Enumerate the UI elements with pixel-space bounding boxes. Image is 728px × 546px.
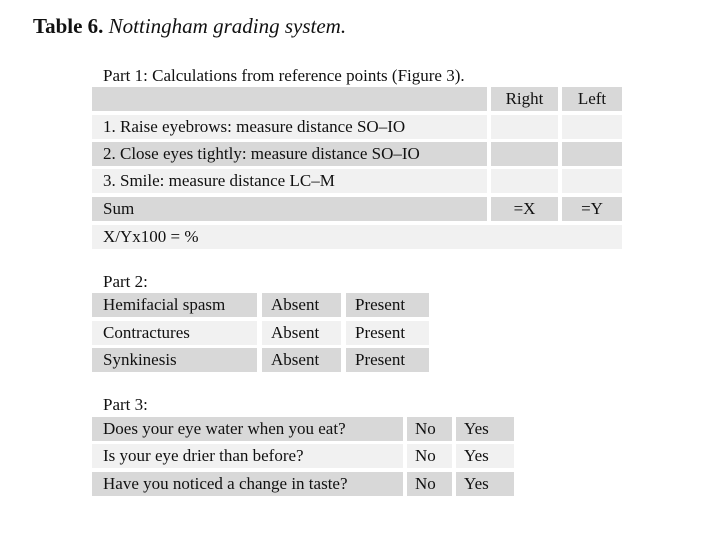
- row-right-value: [491, 115, 558, 139]
- option-no: No: [407, 472, 452, 496]
- part2-title: Part 2:: [103, 272, 148, 291]
- option-present: Present: [346, 348, 429, 372]
- option-yes: Yes: [456, 472, 514, 496]
- row-label: 3. Smile: measure distance LC–M: [92, 169, 487, 193]
- formula-label: X/Yx100 = %: [92, 225, 622, 249]
- header-left: Left: [562, 87, 622, 111]
- row-label: Contractures: [92, 321, 257, 345]
- row-right-value: [491, 142, 558, 166]
- row-label: Synkinesis: [92, 348, 257, 372]
- sum-left-value: =Y: [562, 197, 622, 221]
- option-no: No: [407, 444, 452, 468]
- row-left-value: [562, 169, 622, 193]
- option-yes: Yes: [456, 444, 514, 468]
- row-label: Have you noticed a change in taste?: [92, 472, 403, 496]
- option-present: Present: [346, 321, 429, 345]
- option-no: No: [407, 417, 452, 441]
- row-label: Sum: [92, 197, 487, 221]
- row-left-value: [562, 142, 622, 166]
- row-label: Does your eye water when you eat?: [92, 417, 403, 441]
- header-blank-cell: [92, 87, 487, 111]
- option-absent: Absent: [262, 348, 341, 372]
- caption-label: Table 6.: [33, 14, 104, 38]
- option-present: Present: [346, 293, 429, 317]
- row-label: Hemifacial spasm: [92, 293, 257, 317]
- row-label: 2. Close eyes tightly: measure distance SO–IO: [92, 142, 487, 166]
- row-right-value: [491, 169, 558, 193]
- part3-title: Part 3:: [103, 395, 148, 414]
- sum-right-value: =X: [491, 197, 558, 221]
- row-left-value: [562, 115, 622, 139]
- row-label: 1. Raise eyebrows: measure distance SO–IO: [92, 115, 487, 139]
- part1-title: Part 1: Calculations from reference points (Figure 3).: [103, 66, 465, 85]
- option-absent: Absent: [262, 321, 341, 345]
- option-yes: Yes: [456, 417, 514, 441]
- header-right: Right: [491, 87, 558, 111]
- table-caption: [33, 14, 346, 39]
- row-label: Is your eye drier than before?: [92, 444, 403, 468]
- option-absent: Absent: [262, 293, 341, 317]
- caption-title: Nottingham grading system.: [108, 14, 347, 38]
